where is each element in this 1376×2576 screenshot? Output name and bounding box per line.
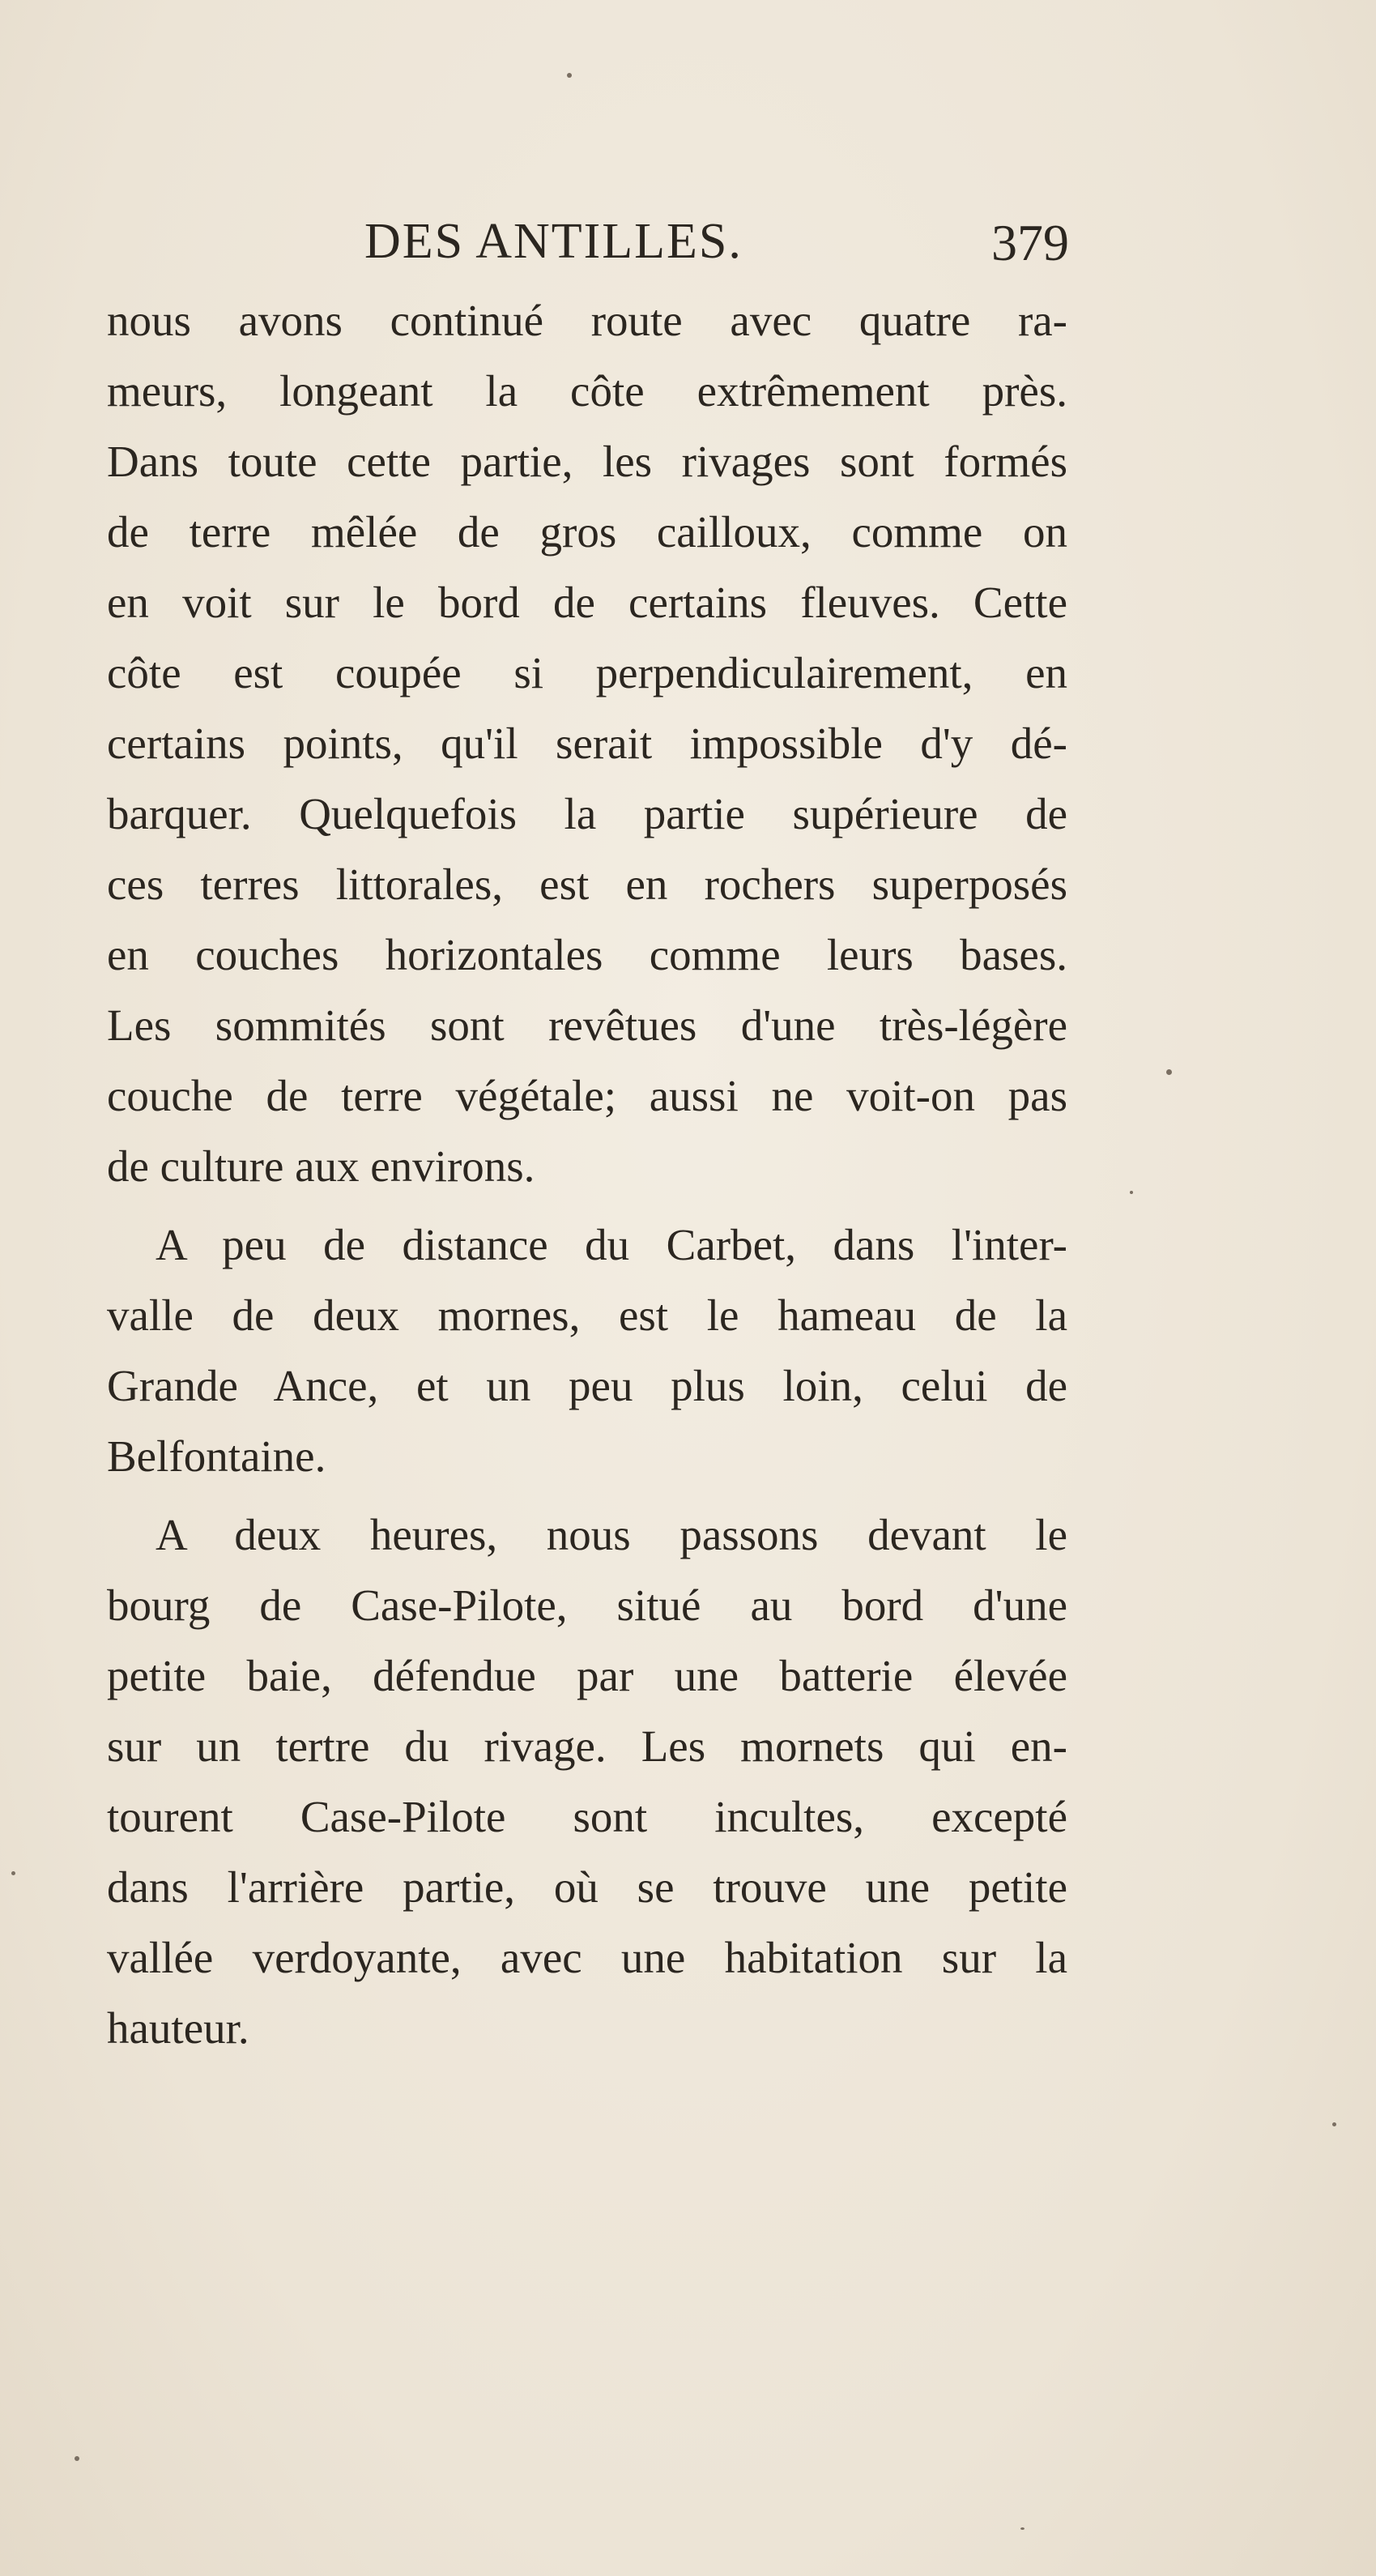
page-number: 379 xyxy=(991,214,1069,271)
paragraph xyxy=(107,1499,1067,2063)
text-line: de culture aux environs. xyxy=(107,1141,535,1191)
text-line: barquer. Quelquefois la partie supérieure de xyxy=(107,789,1067,838)
paragraph xyxy=(107,1209,1067,1491)
paper-speck xyxy=(75,2456,79,2461)
paragraph xyxy=(107,285,1067,1201)
page-header xyxy=(105,209,1069,282)
paper-speck xyxy=(1130,1191,1133,1194)
text-line: Belfontaine. xyxy=(107,1431,326,1481)
paragraph-gap xyxy=(107,1491,1067,1499)
text-line: petite baie, défendue par une batterie élevée xyxy=(107,1651,1067,1700)
text-line: Dans toute cette partie, les rivages sont formés xyxy=(107,437,1067,486)
paper-speck xyxy=(567,73,572,78)
text-line: A deux heures, nous passons devant le xyxy=(155,1510,1067,1559)
text-line: vallée verdoyante, avec une habitation sur la xyxy=(107,1933,1067,1982)
text-line: en voit sur le bord de certains fleuves. Cette xyxy=(107,578,1067,627)
text-line: ces terres littorales, est en rochers superposés xyxy=(107,859,1067,909)
text-line: certains points, qu'il serait impossible d'y dé- xyxy=(107,719,1067,768)
paragraph-gap xyxy=(107,1201,1067,1209)
text-line: A peu de distance du Carbet, dans l'inter- xyxy=(155,1220,1067,1269)
text-line: tourent Case-Pilote sont incultes, excepté xyxy=(107,1792,1067,1841)
text-line: hauteur. xyxy=(107,2003,249,2053)
text-line: Les sommités sont revêtues d'une très-légère xyxy=(107,1000,1067,1050)
running-title: DES ANTILLES. xyxy=(364,214,743,269)
text-line: côte est coupée si perpendiculairement, en xyxy=(107,648,1067,697)
text-line: dans l'arrière partie, où se trouve une petite xyxy=(107,1862,1067,1912)
text-line: valle de deux mornes, est le hameau de la xyxy=(107,1290,1067,1340)
text-line: nous avons continué route avec quatre ra- xyxy=(107,296,1067,345)
text-line: de terre mêlée de gros cailloux, comme on xyxy=(107,507,1067,557)
text-line: sur un tertre du rivage. Les mornets qui en- xyxy=(107,1721,1067,1771)
text-line: meurs, longeant la côte extrêmement près. xyxy=(107,366,1067,416)
body-text xyxy=(107,285,1067,2063)
paper-speck xyxy=(1332,2122,1336,2126)
text-line: Grande Ance, et un peu plus loin, celui de xyxy=(107,1361,1067,1410)
text-line: bourg de Case-Pilote, situé au bord d'une xyxy=(107,1580,1067,1630)
paper-speck xyxy=(1020,2527,1025,2530)
text-line: en couches horizontales comme leurs bases. xyxy=(107,930,1067,979)
text-line: couche de terre végétale; aussi ne voit-on pas xyxy=(107,1071,1067,1120)
paper-speck xyxy=(11,1871,15,1875)
paper-speck xyxy=(1166,1069,1172,1075)
